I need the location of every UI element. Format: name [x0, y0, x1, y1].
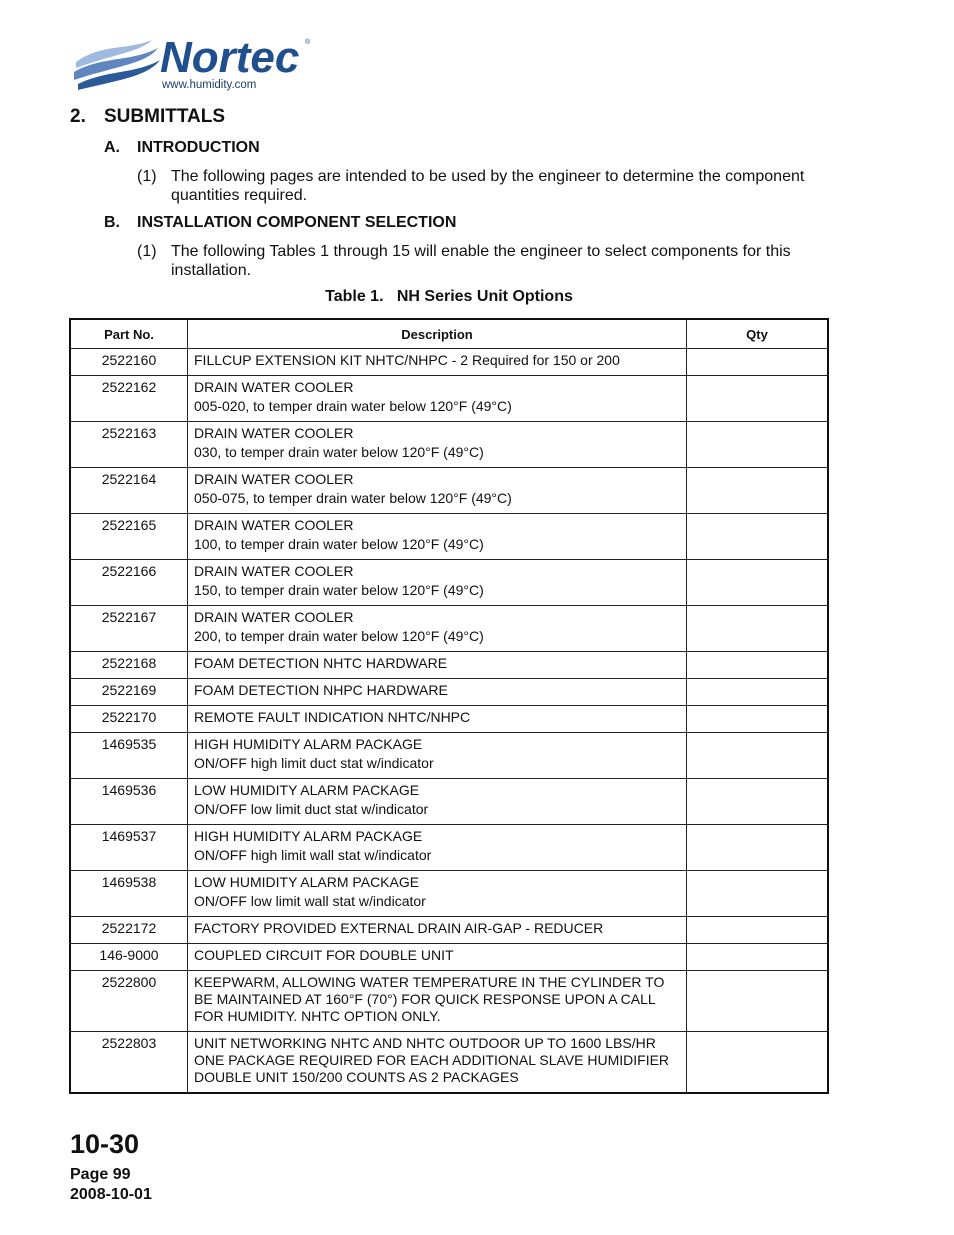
description-cell	[188, 422, 687, 468]
logo-graphic	[70, 28, 315, 94]
table-row	[70, 871, 828, 917]
table-row	[70, 733, 828, 779]
description-subtext: 100, to temper drain water below 120°F (49°C)	[194, 536, 484, 552]
qty-cell[interactable]	[687, 825, 829, 871]
description-cell	[188, 349, 687, 376]
qty-cell[interactable]	[687, 376, 829, 422]
part-number-cell: 2522162	[70, 376, 188, 422]
part-number-cell: 2522169	[70, 679, 188, 706]
part-number-cell: 2522800	[70, 971, 188, 1032]
header-qty: Qty	[687, 319, 829, 349]
part-number-cell: 2522803	[70, 1032, 188, 1094]
qty-cell[interactable]	[687, 779, 829, 825]
selection-paragraph	[137, 242, 837, 280]
subsection-a-letter: A.	[104, 139, 120, 156]
table-row	[70, 825, 828, 871]
part-number-cell: 1469536	[70, 779, 188, 825]
description-text: UNIT NETWORKING NHTC AND NHTC OUTDOOR UP TO 1600 LBS/HR ONE PACKAGE REQUIRED FOR EACH ADDITIONAL SLAVE HUMIDIFIER DOUBLE UNIT 150/200 COUNTS AS 2 PACKAGES	[194, 1035, 670, 1085]
description-cell	[188, 971, 687, 1032]
qty-cell[interactable]	[687, 1032, 829, 1094]
part-number-cell: 2522164	[70, 468, 188, 514]
description-cell	[188, 1032, 687, 1094]
qty-cell[interactable]	[687, 349, 829, 376]
table-row	[70, 514, 828, 560]
table-row	[70, 944, 828, 971]
header-description: Description	[188, 319, 687, 349]
table-row	[70, 606, 828, 652]
unit-options-table	[69, 318, 829, 1094]
qty-cell[interactable]	[687, 679, 829, 706]
description-cell	[188, 468, 687, 514]
table-row	[70, 468, 828, 514]
header-part-no: Part No.	[70, 319, 188, 349]
description-subtext: 200, to temper drain water below 120°F (49°C)	[194, 628, 484, 644]
description-subtext: 050-075, to temper drain water below 120°F (49°C)	[194, 490, 512, 506]
part-number-cell: 2522160	[70, 349, 188, 376]
description-text: LOW HUMIDITY ALARM PACKAGE	[194, 782, 420, 798]
table-row	[70, 706, 828, 733]
logo-wordmark: Nortec	[160, 33, 300, 82]
subsection-b-heading	[104, 214, 456, 232]
description-cell	[188, 706, 687, 733]
part-number-cell: 2522172	[70, 917, 188, 944]
qty-cell[interactable]	[687, 871, 829, 917]
part-number-cell: 1469537	[70, 825, 188, 871]
intro-item-number: (1)	[137, 168, 157, 185]
description-subtext: ON/OFF high limit wall stat w/indicator	[194, 847, 432, 863]
description-cell	[188, 560, 687, 606]
part-number-cell: 2522170	[70, 706, 188, 733]
description-text: LOW HUMIDITY ALARM PACKAGE	[194, 874, 420, 890]
description-subtext: 150, to temper drain water below 120°F (49°C)	[194, 582, 484, 598]
page-date: 2008-10-01	[70, 1186, 152, 1203]
table-row	[70, 917, 828, 944]
qty-cell[interactable]	[687, 944, 829, 971]
description-text: HIGH HUMIDITY ALARM PACKAGE	[194, 736, 423, 752]
description-cell	[188, 514, 687, 560]
description-subtext: ON/OFF low limit duct stat w/indicator	[194, 801, 429, 817]
description-cell	[188, 871, 687, 917]
description-cell	[188, 376, 687, 422]
part-number-cell: 2522168	[70, 652, 188, 679]
part-number-cell: 146-9000	[70, 944, 188, 971]
description-subtext: ON/OFF low limit wall stat w/indicator	[194, 893, 426, 909]
description-text: FOAM DETECTION NHTC HARDWARE	[194, 655, 448, 671]
intro-item-text: The following pages are intended to be used by the engineer to determine the component quantities required.	[171, 168, 805, 204]
qty-cell[interactable]	[687, 971, 829, 1032]
description-text: KEEPWARM, ALLOWING WATER TEMPERATURE IN THE CYLINDER TO BE MAINTAINED AT 160°F (70°) FOR QUICK RESPONSE UPON A CALL FOR HUMIDITY. NHTC OPTION ONLY.	[194, 974, 665, 1024]
qty-cell[interactable]	[687, 917, 829, 944]
description-text: FACTORY PROVIDED EXTERNAL DRAIN AIR-GAP - REDUCER	[194, 920, 604, 936]
part-number-cell: 2522163	[70, 422, 188, 468]
description-cell	[188, 825, 687, 871]
logo-url: www.humidity.com	[162, 79, 257, 91]
description-text: FOAM DETECTION NHPC HARDWARE	[194, 682, 448, 698]
table-row	[70, 349, 828, 376]
table-row	[70, 679, 828, 706]
qty-cell[interactable]	[687, 422, 829, 468]
svg-text:®: ®	[305, 39, 311, 46]
intro-paragraph	[137, 167, 837, 205]
description-cell	[188, 606, 687, 652]
description-text: DRAIN WATER COOLER	[194, 609, 354, 625]
qty-cell[interactable]	[687, 733, 829, 779]
qty-cell[interactable]	[687, 468, 829, 514]
table-caption: Table 1. NH Series Unit Options	[325, 288, 573, 305]
table-row	[70, 652, 828, 679]
description-text: DRAIN WATER COOLER	[194, 517, 354, 533]
nortec-logo	[70, 28, 315, 94]
part-number-cell: 1469538	[70, 871, 188, 917]
qty-cell[interactable]	[687, 606, 829, 652]
part-number-cell: 2522165	[70, 514, 188, 560]
description-cell	[188, 652, 687, 679]
selection-item-number: (1)	[137, 243, 157, 260]
table-row	[70, 376, 828, 422]
description-text: COUPLED CIRCUIT FOR DOUBLE UNIT	[194, 947, 454, 963]
part-number-cell: 1469535	[70, 733, 188, 779]
subsection-b-title: INSTALLATION COMPONENT SELECTION	[137, 214, 457, 231]
description-cell	[188, 779, 687, 825]
selection-item-text: The following Tables 1 through 15 will enable the engineer to select components for this installation.	[171, 243, 791, 279]
description-subtext: ON/OFF high limit duct stat w/indicator	[194, 755, 434, 771]
section-number: 2.	[70, 106, 86, 127]
description-text: DRAIN WATER COOLER	[194, 563, 354, 579]
description-cell	[188, 733, 687, 779]
description-cell	[188, 917, 687, 944]
description-cell	[188, 944, 687, 971]
subsection-b-letter: B.	[104, 214, 120, 231]
table-row	[70, 560, 828, 606]
description-cell	[188, 679, 687, 706]
page-code: 10-30	[70, 1129, 140, 1159]
qty-cell[interactable]	[687, 514, 829, 560]
description-text: DRAIN WATER COOLER	[194, 471, 354, 487]
table-row	[70, 779, 828, 825]
section-title: SUBMITTALS	[104, 106, 226, 127]
table-row	[70, 1032, 828, 1094]
qty-cell[interactable]	[687, 706, 829, 733]
table-row	[70, 422, 828, 468]
description-text: DRAIN WATER COOLER	[194, 425, 354, 441]
part-number-cell: 2522167	[70, 606, 188, 652]
description-text: FILLCUP EXTENSION KIT NHTC/NHPC - 2 Required for 150 or 200	[194, 352, 620, 368]
qty-cell[interactable]	[687, 560, 829, 606]
description-subtext: 005-020, to temper drain water below 120°F (49°C)	[194, 398, 512, 414]
subsection-a-heading	[104, 139, 260, 157]
description-text: REMOTE FAULT INDICATION NHTC/NHPC	[194, 709, 471, 725]
page-label: Page 99	[70, 1166, 131, 1183]
part-number-cell: 2522166	[70, 560, 188, 606]
qty-cell[interactable]	[687, 652, 829, 679]
description-subtext: 030, to temper drain water below 120°F (49°C)	[194, 444, 484, 460]
table-row	[70, 971, 828, 1032]
description-text: HIGH HUMIDITY ALARM PACKAGE	[194, 828, 423, 844]
section-heading	[70, 106, 225, 128]
table-header-row	[70, 319, 828, 349]
description-text: DRAIN WATER COOLER	[194, 379, 354, 395]
subsection-a-title: INTRODUCTION	[137, 139, 260, 156]
